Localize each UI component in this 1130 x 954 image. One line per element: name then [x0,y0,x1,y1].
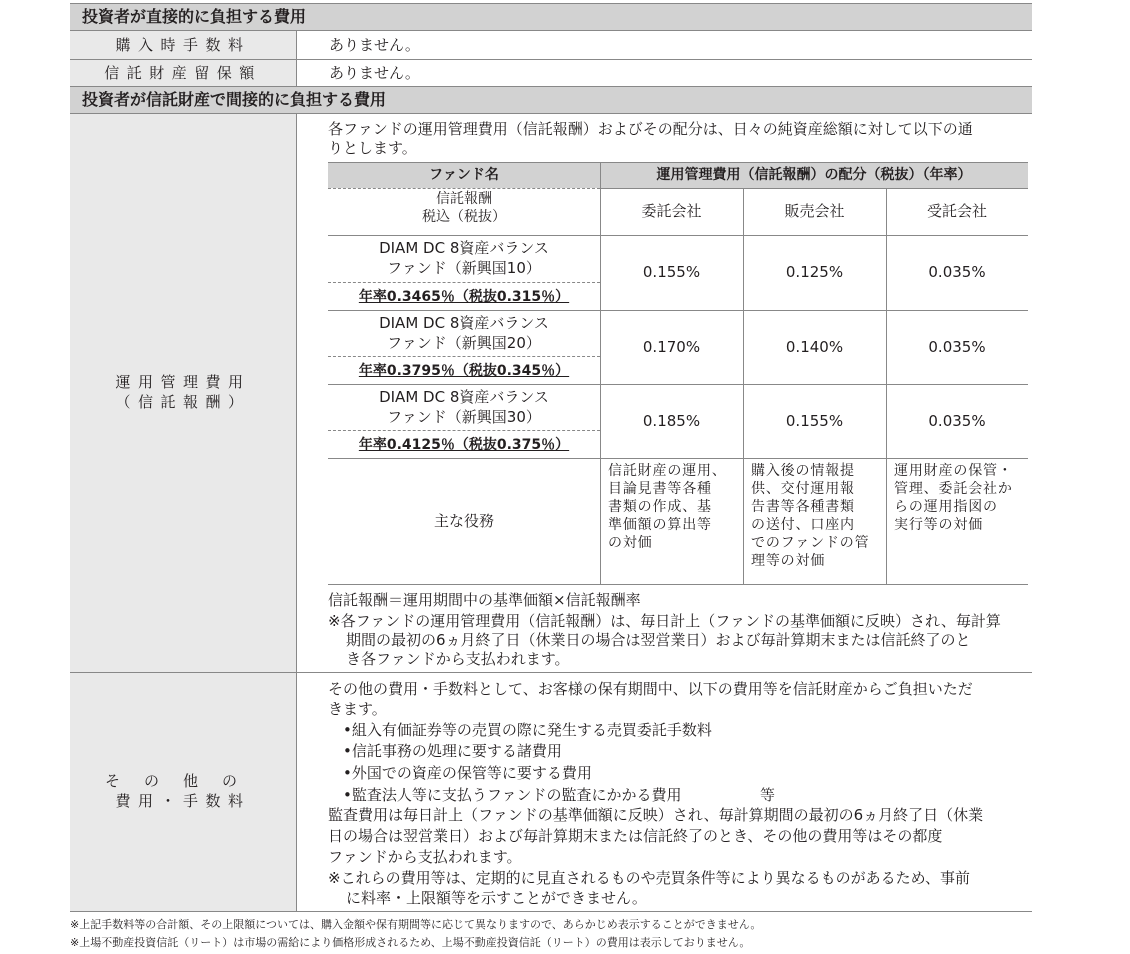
purchase-fee-value: ありません。 [296,31,1032,59]
mgmt-fee-label-line2: （信託報酬） [115,393,251,411]
fund-3-name-line2: ファンド（新興国30） [387,408,541,426]
sub-col-trustor: 委託会社 [641,202,702,220]
mgmt-fee-label [70,372,296,412]
role-distributor-line: 告書等各種書類 [751,499,855,515]
fund-2-rate-text: 年率0.3795％（税抜0.345％） [358,363,570,379]
bullet-item: •監査法人等に支払うファンドの監査にかかる費用 [343,786,682,804]
fee-allocation-table [328,162,1028,584]
sub-fee-line1: 信託報酬 [436,191,492,207]
fund-1-distributor-value: 0.125% [785,263,844,281]
role-trustee-line: 管理、委託会社か [894,481,1013,497]
role-distributor-line: でのファンドの管 [751,535,870,551]
fund-1-name-line1: DIAM DC 8資産バランス [379,239,549,257]
fund-1-rate [328,284,600,309]
fund-3-dash [328,430,600,431]
sub-fee-line2: 税込（税抜） [422,209,506,225]
role-label: 主な役務 [433,512,494,530]
role-distributor-line: 購入後の情報提 [751,463,855,479]
role-distributor-line: の送付、口座内 [751,517,855,533]
col-divider [743,188,744,584]
mgmt-note-line2: 期間の最初の6ヵ月終了日（休業日の場合は翌営業日）および毎計算期末または信託終了のと [346,631,971,649]
fund-2-trustor-value: 0.170% [642,338,701,356]
fund-2-name-line1: DIAM DC 8資産バランス [379,314,549,332]
role-distributor-line: 理等の対価 [751,553,826,569]
mgmt-fee-label-line1: 運用管理費用 [115,373,251,391]
fee-formula: 信託報酬＝運用期間中の基準価額×信託報酬率 [328,591,641,609]
footnote-1: ※上記手数料等の合計額、その上限額については、購入金額や保有期間等に応じて異なりますので、あらかじめ表示することができません。 [70,918,762,931]
sub-col-trustee: 受託会社 [926,202,987,220]
other-note-line1: ※これらの費用等は、定期的に見直されるものや売買条件等により異なるものがあるため、事前 [328,869,970,887]
fund-3-rate [328,432,600,457]
role-distributor [751,462,886,570]
fund-2-distributor-value: 0.140% [785,338,844,356]
role-trustee-line: 運用財産の保管・ [894,463,1013,479]
fund-1-name [328,238,600,278]
fund-2-name [328,313,600,353]
role-trustor-line: の対価 [608,535,653,551]
sub-col-distributor: 販売会社 [784,202,845,220]
role-trustor-line: 準価額の算出等 [608,517,712,533]
fund-3-distributor-value: 0.155% [785,412,844,430]
other-fee-label-line2: 費用・手数料 [115,792,251,810]
retention-fee-label: 信託財産留保額 [70,60,296,86]
bullet-item: •信託事務の処理に要する諸費用 [343,742,562,760]
indirect-cost-header: 投資者が信託財産で間接的に負担する費用 [70,86,1032,114]
mgmt-intro-line2: りとします。 [328,139,417,157]
other-note-line2: に料率・上限額等を示すことができません。 [346,889,647,907]
role-trustee [894,462,1028,534]
header-dashed-divider [328,188,600,189]
fund-1-name-line2: ファンド（新興国10） [387,259,541,277]
mgmt-intro-line1: 各ファンドの運用管理費用（信託報酬）およびその配分は、日々の純資産総額に対して以下の通 [328,120,973,138]
mgmt-fee-label-cell [70,114,296,672]
mgmt-note-line3: き各ファンドから支払われます。 [346,650,570,668]
purchase-fee-label: 購入時手数料 [70,31,296,59]
audit-line1: 監査費用は毎日計上（ファンドの基準価額に反映）され、毎計算期間の最初の6ヵ月終了日（休業 [328,806,984,824]
mgmt-note-line1: ※各ファンドの運用管理費用（信託報酬）は、毎日計上（ファンドの基準価額に反映）され、毎計算 [328,612,1001,630]
role-trustor-line: 目論見書等各種 [608,481,712,497]
sub-fee-header [328,190,600,226]
role-trustee-line: 実行等の対価 [894,517,984,533]
col-allocation: 運用管理費用（信託報酬）の配分（税抜）（年率） [600,162,1028,188]
bullets-suffix: 等 [760,786,776,804]
role-trustor-line: 書類の作成、基 [608,499,712,515]
fund-2-dash [328,356,600,357]
other-fee-label-line1: その他の [104,772,261,790]
audit-line2: 日の場合は翌営業日）および毎計算期末または信託終了のとき、その他の費用等はその都度 [328,827,943,845]
table-bottom [70,911,1032,912]
retention-fee-value: ありません。 [296,60,1032,86]
other-fee-label-cell [70,673,296,911]
fund-2-rate [328,358,600,383]
role-trustor-line: 信託財産の運用、 [608,463,727,479]
role-distributor-line: 供、交付運用報 [751,481,855,497]
other-intro-line2: きます。 [328,700,387,718]
bullet-item: •外国での資産の保管等に要する費用 [343,764,592,782]
col-fund-name: ファンド名 [328,162,600,188]
fund-1-trustor-value: 0.155% [642,263,701,281]
fund-1-trustee-value: 0.035% [928,263,986,281]
col-divider [886,188,887,584]
fund-1-rate-text: 年率0.3465％（税抜0.315％） [358,289,570,305]
fund-2-trustee-value: 0.035% [928,338,986,356]
footnote-2: ※上場不動産投資信託（リート）は市場の需給により価格形成されるため、上場不動産投資信託（リート）の費用は表示しておりません。 [70,936,751,949]
table-top-border [328,162,1028,163]
other-fee-label [70,771,296,811]
col-divider [600,162,601,584]
fund-3-trustor-value: 0.185% [642,412,701,430]
bullet-item: •組入有価証券等の売買の際に発生する売買委託手数料 [343,721,712,739]
fund-3-name-line1: DIAM DC 8資産バランス [379,388,549,406]
other-intro-line1: その他の費用・手数料として、お客様の保有期間中、以下の費用等を信託財産からご負担いただ [328,680,973,698]
audit-line3: ファンドから支払われます。 [328,848,522,866]
table-bottom-border [328,584,1028,585]
role-trustee-line: らの運用指図の [894,499,998,515]
fund-2-name-line2: ファンド（新興国20） [387,334,541,352]
fund-3-rate-text: 年率0.4125％（税抜0.375％） [358,437,570,453]
direct-cost-header: 投資者が直接的に負担する費用 [70,3,1032,31]
role-trustor [608,462,743,552]
fund-3-name [328,387,600,427]
fund-1-dash [328,282,600,283]
fund-3-trustee-value: 0.035% [928,412,986,430]
